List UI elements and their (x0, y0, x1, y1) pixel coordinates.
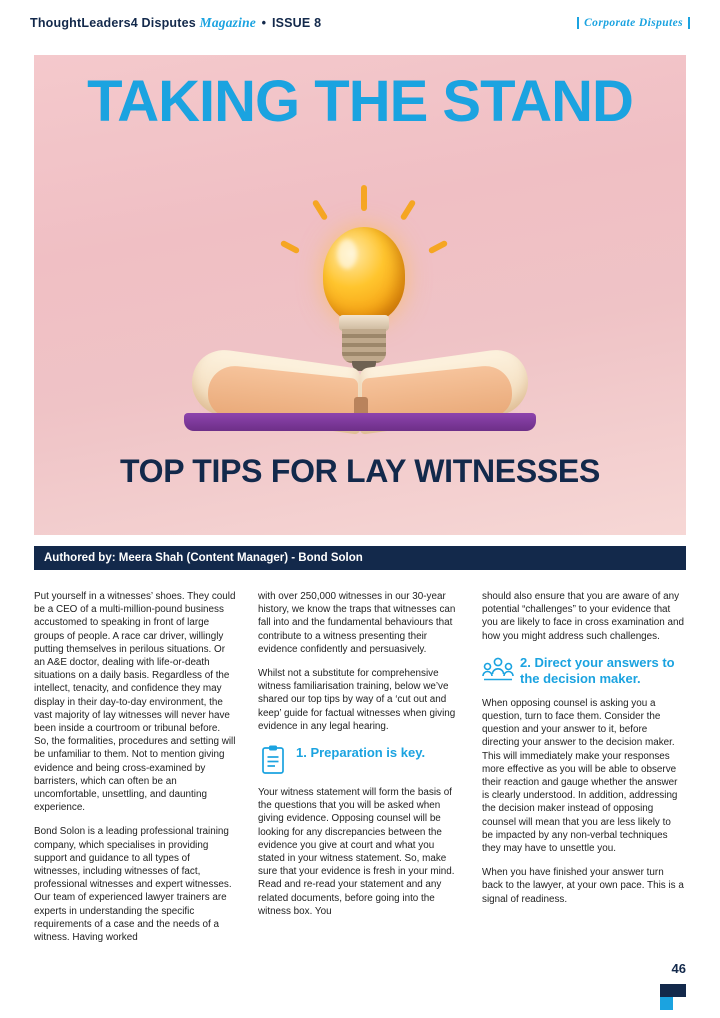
section-label-text: Corporate Disputes (584, 17, 683, 29)
bulb-glass-icon (323, 227, 405, 323)
masthead-issue: ISSUE 8 (271, 16, 322, 30)
tip-2 (482, 654, 684, 687)
brand-magazine-word: Magazine (199, 15, 256, 30)
corner-blue-block (660, 997, 673, 1010)
column-3 (482, 590, 684, 970)
clipboard-icon (258, 744, 288, 776)
masthead (0, 0, 720, 46)
corner-decoration (660, 984, 686, 1010)
hero-banner (34, 55, 686, 535)
lightbulb-book-illustration (34, 145, 686, 495)
tip-1-heading: 1. Preparation is key. (296, 745, 426, 761)
hero-subtitle: TOP TIPS FOR LAY WITNESSES (119, 453, 600, 489)
hero-title: TAKING THE STAND (87, 69, 633, 134)
author-bar-text: Authored by: Meera Shah (Content Manager) - Bond Solon (44, 552, 363, 564)
rule-left-icon (577, 17, 579, 29)
paragraph: Put yourself in a witnesses’ shoes. They could be a CEO of a multi-million-pound business accustomed to speaking in front of large groups of people. A race car driver, willingly putting themselves in perilous situations. Or an A&E doctor, dealing with life-or-death situations on a daily basis. Regardless of the intellect, tenacity, and confidence they may display in their day-to-day environment, the vast majority of lay witnesses will never have been inside a courtroom or tribunal before. So, the formalities, procedures and setting will be unfamiliar to them. Not to mention giving evidence and being cross-examined by barristers, which can often be an uncomfortable, unsettling, and daunting experience. (34, 591, 236, 814)
book-cover (184, 413, 536, 431)
bulb-screw-icon (342, 329, 386, 363)
rule-right-icon (688, 17, 690, 29)
paragraph: with over 250,000 witnesses in our 30-year history, we know the traps that witnesses can fall into and the fundamental behaviours that contribute to a witness presenting their evidence confidently and persuasively. (258, 591, 456, 655)
paragraph: When you have finished your answer turn back to the lawyer, at your own pace. This is a signal of readiness. (482, 867, 684, 905)
tip-1 (258, 744, 460, 776)
column-1 (34, 590, 236, 970)
column-2 (258, 590, 460, 970)
paragraph: When opposing counsel is asking you a question, turn to face them. Consider the question and your answer to it, before directing your answer to the decision maker. This will immediately make your responses more effective as you will be able to observe their reaction and gauge whether the answer is clearly understood. In addition, addressing the decision maker instead of opposing counsel will mean that you are less likely to be impacted by any non-verbal techniques they may have to unsettle you. (482, 697, 678, 855)
author-bar (34, 546, 686, 570)
masthead-section-label (577, 17, 690, 29)
tip-2-heading: 2. Direct your answers to the decision maker. (520, 654, 675, 686)
article-body (34, 590, 686, 970)
page-number: 46 (671, 961, 686, 976)
paragraph: Whilst not a substitute for comprehensive witness familiarisation training, below we’ve shared our top tips by way of a ‘cut out and keep’ guide for factual witnesses when giving evidence in any legal hearing. (258, 668, 456, 732)
people-group-icon (482, 654, 512, 686)
paragraph: Bond Solon is a leading professional training company, which specialises in providing support and guidance to all types of witnesses, including witnesses of fact, professional witnesses and expert witnesses. Our team of experienced lawyer trainers are experts in understanding the specific requirements of a case and the needs of a witness. Having worked (34, 826, 232, 944)
paragraph: should also ensure that you are aware of any potential “challenges” to your evidence that you are likely to face in cross examination and how you might address such challenges. (482, 591, 684, 642)
paragraph: Your witness statement will form the basis of the questions that you will be asked when giving evidence. Opposing counsel will be looking for any discrepancies between the evidence you give at court and what you stated in your witness statement. So, make sure that your evidence is fresh in your mind. Read and re-read your statement and any related documents, before going into the witness box. You (258, 787, 455, 917)
masthead-brand (30, 15, 321, 31)
brand-name: ThoughtLeaders4 Disputes (30, 16, 196, 30)
corner-navy-block (660, 984, 686, 997)
masthead-separator: • (261, 16, 267, 30)
